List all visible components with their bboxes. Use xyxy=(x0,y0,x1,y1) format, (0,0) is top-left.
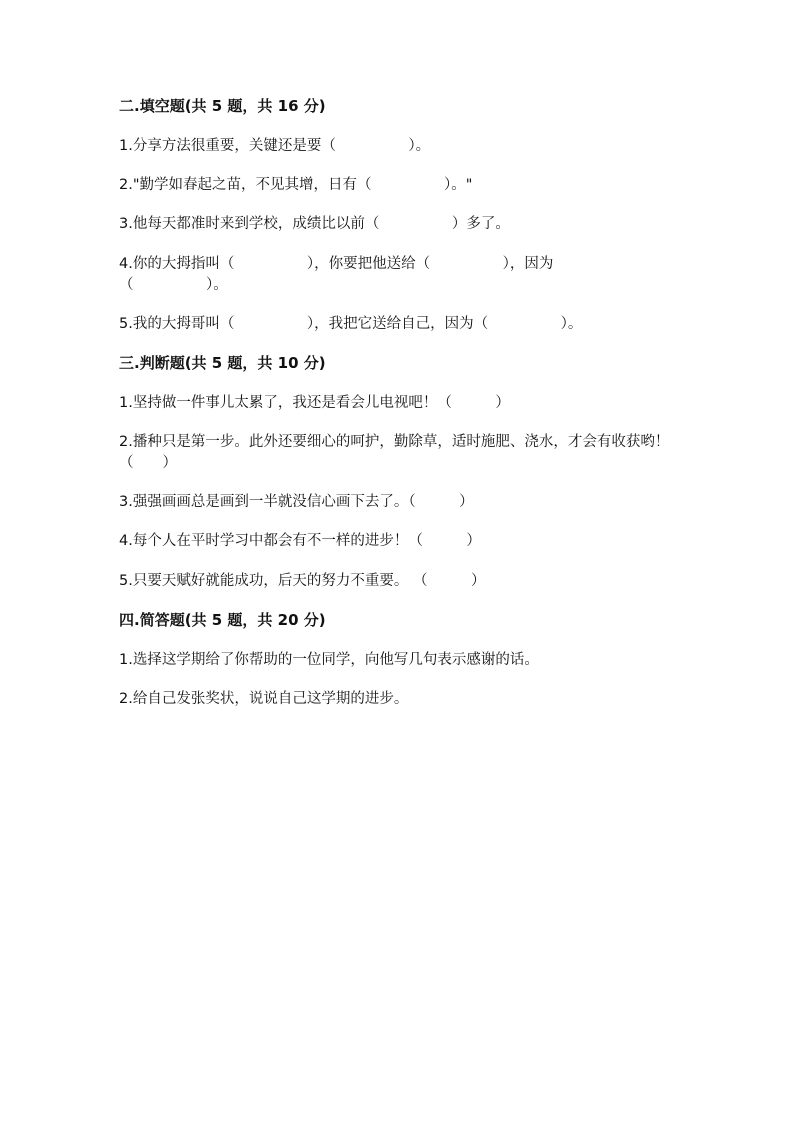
question-fill-1: 1.分享方法很重要，关键还是要（ ）。 xyxy=(119,138,431,154)
question-judge-5: 5.只要天赋好就能成功，后天的努力不重要。 （ ） xyxy=(119,573,486,589)
question-judge-1: 1.坚持做一件事儿太累了，我还是看会儿电视吧！（ ） xyxy=(119,395,510,411)
question-fill-5: 5.我的大拇哥叫（ ），我把它送给自己，因为（ ）。 xyxy=(119,316,583,332)
question-judge-2: 2.播种只是第一步。此外还要细心的呵护，勤除草，适时施肥、浇水，才会有收获哟！（ ） xyxy=(119,434,670,471)
question-short-1: 1.选择这学期给了你帮助的一位同学，向他写几句表示感谢的话。 xyxy=(119,652,539,668)
question-fill-4: 4.你的大拇指叫（ ），你要把他送给（ ），因为 （ ）。 xyxy=(119,256,554,293)
question-short-2: 2.给自己发张奖状，说说自己这学期的进步。 xyxy=(119,691,409,707)
question-fill-2: 2."勤学如春起之苗，不见其增，日有（ ）。" xyxy=(119,177,473,193)
question-judge-4: 4.每个人在平时学习中都会有不一样的进步！（ ） xyxy=(119,533,481,549)
question-fill-3: 3.他每天都准时来到学校，成绩比以前（ ）多了。 xyxy=(119,216,510,232)
section-heading-true-false: 三.判断题(共 5 题，共 10 分) xyxy=(119,354,326,372)
section-heading-short-answer: 四.简答题(共 5 题，共 20 分) xyxy=(119,611,326,629)
question-judge-3: 3.强强画画总是画到一半就没信心画下去了。（ ） xyxy=(119,494,474,510)
section-heading-fill-blank: 二.填空题(共 5 题，共 16 分) xyxy=(119,97,326,115)
